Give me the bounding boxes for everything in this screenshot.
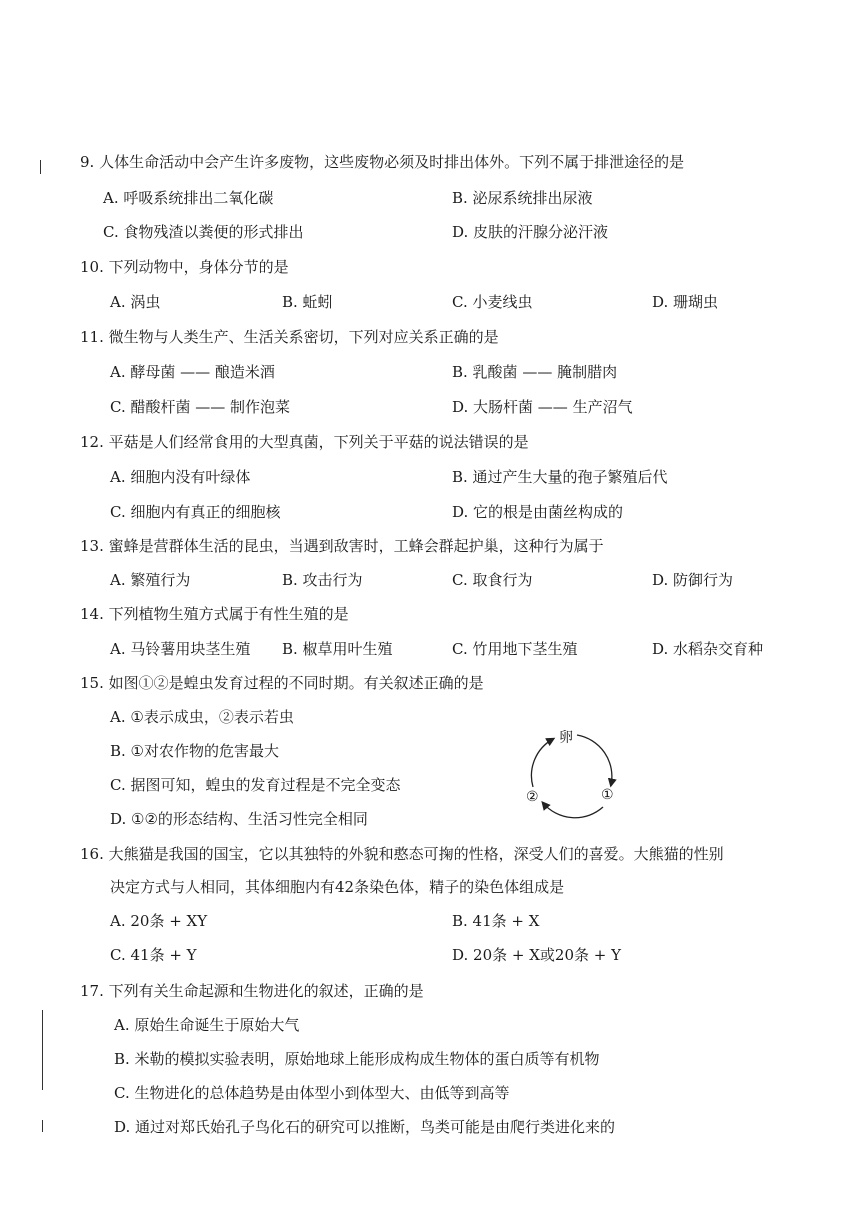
margin-mark — [40, 160, 41, 174]
question-14-option-c: C. 竹用地下茎生殖 — [452, 640, 578, 658]
question-10-option-b: B. 蚯蚓 — [282, 293, 333, 311]
question-17-option-c: C. 生物进化的总体趋势是由体型小到体型大、由低等到高等 — [114, 1084, 510, 1102]
question-15-option-b: B. ①对农作物的危害最大 — [110, 742, 280, 760]
question-13-stem: 13. 蜜蜂是营群体生活的昆虫，当遇到敌害时，工蜂会群起护巢，这种行为属于 — [80, 537, 604, 555]
question-11-option-d: D. 大肠杆菌 —— 生产沼气 — [452, 398, 633, 416]
question-12-option-b: B. 通过产生大量的孢子繁殖后代 — [452, 468, 668, 486]
question-16-option-a: A. 20条 + XY — [110, 912, 208, 930]
cycle-arrows — [515, 725, 645, 825]
question-14-option-d: D. 水稻杂交育种 — [652, 640, 764, 658]
question-15-option-a: A. ①表示成虫，②表示若虫 — [110, 708, 294, 726]
question-17-option-d: D. 通过对郑氏始孔子鸟化石的研究可以推断，鸟类可能是由爬行类进化来的 — [114, 1118, 616, 1136]
question-10-option-d: D. 珊瑚虫 — [652, 293, 719, 311]
question-17-option-b: B. 米勒的模拟实验表明，原始地球上能形成构成生物体的蛋白质等有机物 — [114, 1050, 600, 1068]
question-11-option-a: A. 酵母菌 —— 酿造米酒 — [110, 363, 275, 381]
margin-mark — [42, 1120, 43, 1132]
question-9-option-c: C. 食物残渣以粪便的形式排出 — [103, 223, 304, 241]
stage-1-label: ① — [601, 787, 614, 803]
question-14-option-a: A. 马铃薯用块茎生殖 — [110, 640, 251, 658]
question-12-stem: 12. 平菇是人们经常食用的大型真菌，下列关于平菇的说法错误的是 — [80, 433, 529, 451]
question-11-stem: 11. 微生物与人类生产、生活关系密切，下列对应关系正确的是 — [80, 328, 499, 346]
question-14-option-b: B. 椒草用叶生殖 — [282, 640, 393, 658]
question-9-option-d: D. 皮肤的汗腺分泌汗液 — [452, 223, 609, 241]
question-12-option-a: A. 细胞内没有叶绿体 — [110, 468, 251, 486]
margin-mark — [42, 1010, 43, 1090]
question-13-option-a: A. 繁殖行为 — [110, 571, 191, 589]
question-13-option-c: C. 取食行为 — [452, 571, 533, 589]
question-16-option-d: D. 20条 + X或20条 + Y — [452, 946, 621, 964]
locust-development-cycle-diagram — [515, 725, 645, 825]
question-13-option-d: D. 防御行为 — [652, 571, 734, 589]
question-10-option-a: A. 涡虫 — [110, 293, 161, 311]
question-13-option-b: B. 攻击行为 — [282, 571, 363, 589]
question-9-stem: 9. 人体生命活动中会产生许多废物，这些废物必须及时排出体外。下列不属于排泄途径的是 — [80, 153, 685, 171]
question-16-stem-continued: 决定方式与人相同，其体细胞内有42条染色体，精子的染色体组成是 — [110, 878, 565, 896]
question-10-stem: 10. 下列动物中，身体分节的是 — [80, 258, 289, 276]
egg-label: 卵 — [559, 730, 573, 746]
question-15-stem: 15. 如图①②是蝗虫发育过程的不同时期。有关叙述正确的是 — [80, 674, 484, 692]
question-12-option-d: D. 它的根是由菌丝构成的 — [452, 503, 624, 521]
question-16-stem: 16. 大熊猫是我国的国宝，它以其独特的外貌和憨态可掬的性格，深受人们的喜爱。大熊猫的性别 — [80, 845, 724, 863]
question-9-option-b: B. 泌尿系统排出尿液 — [452, 189, 593, 207]
question-14-stem: 14. 下列植物生殖方式属于有性生殖的是 — [80, 605, 349, 623]
stage-2-label: ② — [526, 789, 539, 805]
question-15-option-c: C. 据图可知，蝗虫的发育过程是不完全变态 — [110, 776, 401, 794]
question-11-option-c: C. 醋酸杆菌 —— 制作泡菜 — [110, 398, 291, 416]
question-11-option-b: B. 乳酸菌 —— 腌制腊肉 — [452, 363, 618, 381]
question-12-option-c: C. 细胞内有真正的细胞核 — [110, 503, 281, 521]
question-15-option-d: D. ①②的形态结构、生活习性完全相同 — [110, 810, 368, 828]
question-10-option-c: C. 小麦线虫 — [452, 293, 533, 311]
question-16-option-c: C. 41条 + Y — [110, 946, 197, 964]
question-9-option-a: A. 呼吸系统排出二氧化碳 — [103, 189, 274, 207]
question-16-option-b: B. 41条 + X — [452, 912, 540, 930]
question-17-stem: 17. 下列有关生命起源和生物进化的叙述，正确的是 — [80, 982, 424, 1000]
question-17-option-a: A. 原始生命诞生于原始大气 — [114, 1016, 300, 1034]
